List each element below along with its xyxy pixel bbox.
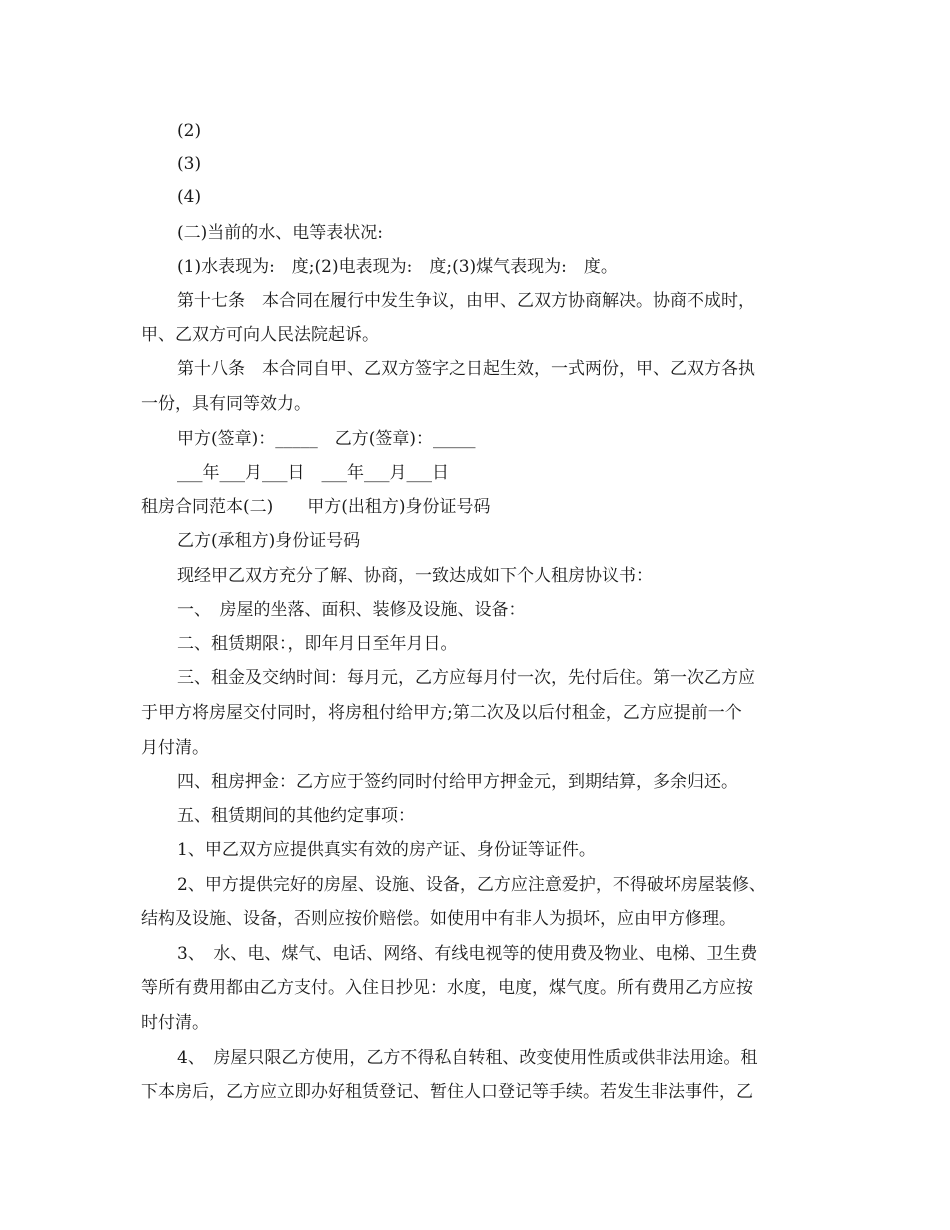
meter-status-heading: (二)当前的水、电等表状况:	[177, 223, 383, 243]
item-1-documents: 1、甲乙双方应提供真实有效的房产证、身份证等证件。	[177, 840, 596, 860]
clause-1-location: 一、 房屋的坐落、面积、装修及设施、设备：	[177, 600, 526, 620]
list-item-4: (4)	[177, 187, 202, 207]
list-item-2: (2)	[177, 121, 202, 141]
article-17-line-2: 甲、乙双方可向人民法院起诉。	[141, 325, 379, 345]
item-3-line-2: 等所有费用都由乙方支付。入住日抄见：水度，电度，煤气度。所有费用乙方应按	[141, 978, 753, 998]
item-3-line-3: 时付清。	[141, 1013, 209, 1033]
item-4-line-2: 下本房后，乙方应立即办好租赁登记、暂住人口登记等手续。若发生非法事件，乙	[141, 1082, 753, 1102]
article-18-line-2: 一份，具有同等效力。	[141, 394, 311, 414]
party-b-id-line: 乙方(承租方)身份证号码	[177, 531, 361, 551]
item-3-line-1: 3、 水、电、煤气、电话、网络、有线电视等的使用费及物业、电梯、卫生费	[177, 944, 758, 964]
article-18-line-1: 第十八条 本合同自甲、乙双方签字之日起生效，一式两份，甲、乙双方各执	[177, 359, 755, 379]
item-2-line-2: 结构及设施、设备，否则应按价赔偿。如使用中有非人为损坏，应由甲方修理。	[141, 909, 736, 929]
item-4-line-1: 4、 房屋只限乙方使用，乙方不得私自转租、改变使用性质或供非法用途。租	[177, 1048, 758, 1068]
clause-2-term: 二、租赁期限：，即年月日至年月日。	[177, 634, 458, 654]
agreement-intro: 现经甲乙双方充分了解、协商，一致达成如下个人租房协议书：	[177, 566, 653, 586]
meter-readings: (1)水表现为: 度;(2)电表现为: 度;(3)煤气表现为: 度。	[177, 257, 618, 277]
clause-3-rent-line-2: 于甲方将房屋交付同时，将房租付给甲方;第二次及以后付租金，乙方应提前一个	[141, 703, 742, 723]
date-line: ___年___月___日 ___年___月___日	[177, 463, 449, 483]
clause-4-deposit: 四、租房押金：乙方应于签约同时付给甲方押金元，到期结算，多余归还。	[177, 772, 738, 792]
signature-line: 甲方(签章)：_____ 乙方(签章)：_____	[177, 429, 476, 449]
list-item-3: (3)	[177, 154, 202, 174]
clause-5-heading: 五、租赁期间的其他约定事项：	[177, 806, 415, 826]
article-17-line-1: 第十七条 本合同在履行中发生争议，由甲、乙双方协商解决。协商不成时，	[177, 291, 755, 311]
clause-3-rent-line-3: 月付清。	[141, 738, 209, 758]
contract-template-2-title: 租房合同范本(二) 甲方(出租方)身份证号码	[141, 497, 491, 517]
item-2-line-1: 2、甲方提供完好的房屋、设施、设备，乙方应注意爱护，不得破坏房屋装修、	[177, 875, 766, 895]
clause-3-rent-line-1: 三、租金及交纳时间：每月元，乙方应每月付一次，先付后住。第一次乙方应	[177, 668, 755, 688]
